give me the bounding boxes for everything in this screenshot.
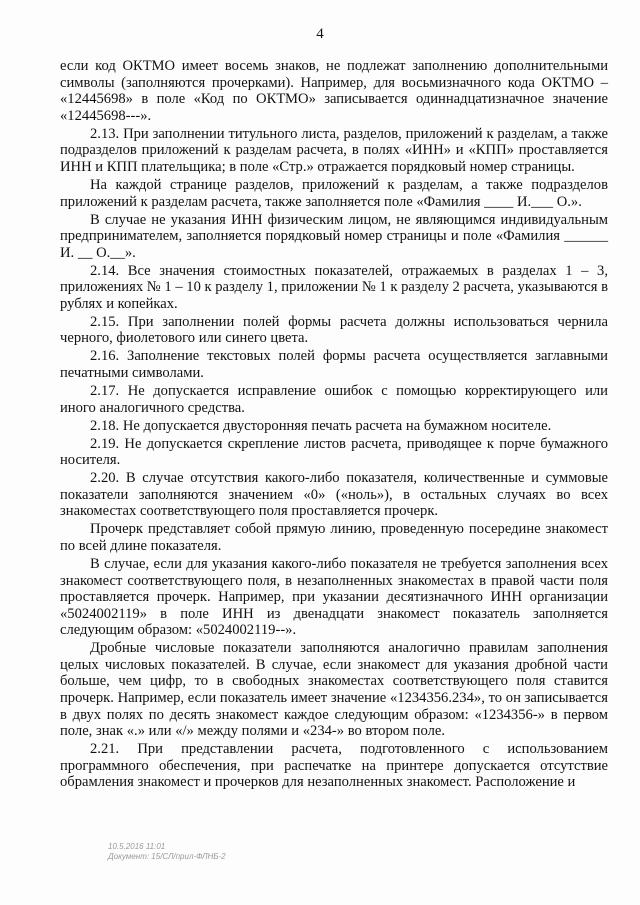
paragraph-2-13: 2.13. При заполнении титульного листа, разделов, приложений к разделам, а также подразделов приложений к разделам расчета, в полях «ИНН» и «КПП» проставляется ИНН и КПП плательщика; в поле «Стр.» отражается порядковый номер страницы. — [60, 125, 608, 175]
print-stamp — [108, 842, 226, 862]
paragraph-2-21: 2.21. При представлении расчета, подготовленного с использованием программного обеспечения, при распечатке на принтере допускается отсутствие обрамления знакомест и прочерков для незаполненных знакомест. Расположение и — [60, 741, 608, 791]
paragraph-2-15: 2.15. При заполнении полей формы расчета должны использоваться чернила черного, фиолетового или синего цвета. — [60, 313, 608, 347]
print-stamp-line-2: Документ: 15/СЛ/прил-ФЛНБ-2 — [108, 852, 226, 861]
paragraph-dash-definition: Прочерк представляет собой прямую линию, проведенную посередине знакомест по всей длине показателя. — [60, 521, 608, 554]
page-number: 4 — [316, 26, 324, 42]
paragraph-2-16: 2.16. Заполнение текстовых полей формы расчета осуществляется заглавными печатными символами. — [60, 348, 608, 382]
paragraph-oktmo-continuation: если код ОКТМО имеет восемь знаков, не подлежат заполнению дополнительными символы (заполняются прочерками). Например, для восьмизначного кода ОКТМО – «12445698» в поле «Код по ОКТМО» записывается одиннадцатизначное значение «12445698---». — [60, 58, 608, 124]
paragraph-2-19: 2.19. Не допускается скрепление листов расчета, приводящее к порче бумажного носителя. — [60, 435, 608, 469]
paragraph-2-14: 2.14. Все значения стоимостных показателей, отражаемых в разделах 1 – 3, приложениях № 1 – 10 к разделу 1, приложении № 1 к разделу 2 расчета, указываются в рублях и копейках. — [60, 262, 608, 312]
paragraph-surname-field: На каждой странице разделов, приложений к разделам, а также подразделов приложений к разделам расчета, также заполняется поле «Фамилия ____ И.___ О.». — [60, 176, 608, 210]
paragraph-inn-example: В случае, если для указания какого-либо показателя не требуется заполнения всех знакомест соответствующего поля, в незаполненных знакоместах в правой части поля проставляется прочерк. Например, при указании десятизначного ИНН организации «5024002119» в поле ИНН из двенадцати знакомест показатель заполняется следующим образом: «5024002119--». — [60, 555, 608, 639]
paragraph-fractional-values: Дробные числовые показатели заполняются аналогично правилам заполнения целых числовых показателей. В случае, если знакомест для указания дробной части больше, чем цифр, то в свободных знакоместах соответствующего поля ставится прочерк. Например, если показатель имеет значение «1234356.234», то он записывается в двух полях по десять знакомест каждое следующим образом: «1234356-» в первом поле, знак «.» или «/» между полями и «234-» во втором поле. — [60, 640, 608, 740]
print-stamp-line-1: 10.5.2016 11:01 — [108, 842, 166, 851]
paragraph-2-20: 2.20. В случае отсутствия какого-либо показателя, количественные и суммовые показатели заполняются значением «0» («ноль»), в остальных случаях во всех знакоместах соответствующего поля проставляется прочерк. — [60, 470, 608, 520]
paragraph-2-18: 2.18. Не допускается двусторонняя печать расчета на бумажном носителе. — [90, 417, 552, 434]
paragraph-2-17: 2.17. Не допускается исправление ошибок с помощью корректирующего или иного аналогичного средства. — [60, 383, 608, 416]
document-body — [60, 58, 608, 792]
paragraph-no-inn: В случае не указания ИНН физическим лицом, не являющимся индивидуальным предпринимателем, заполняется порядковый номер страницы и поле «Фамилия ______ И. __ О.__». — [60, 211, 608, 261]
